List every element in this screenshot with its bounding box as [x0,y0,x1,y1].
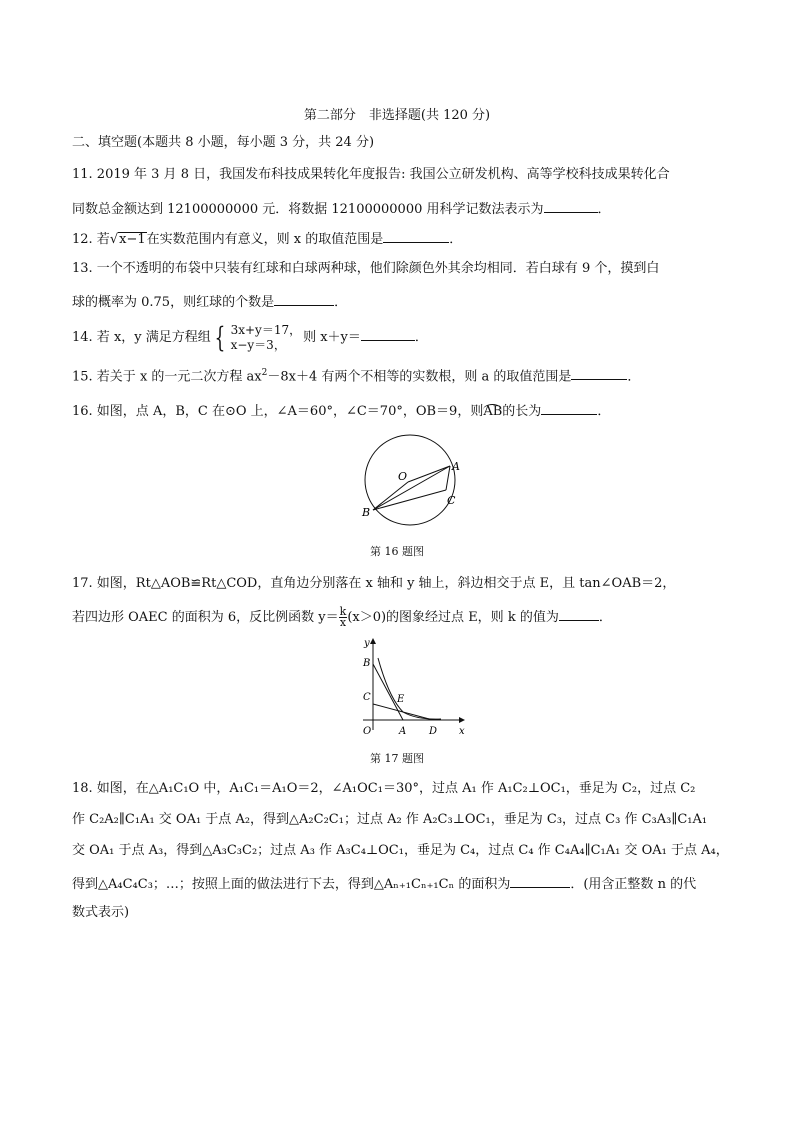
fraction-numerator: k [339,605,347,618]
sqrt-sign: √ [109,232,119,247]
label-c: C [447,494,456,507]
equation-system [231,323,302,353]
question-18-line-5: 数式表示) [72,905,130,920]
label-a: A [399,726,407,737]
segment-ob [373,482,408,510]
segment-bc [373,490,446,510]
part-title: 第二部分 非选择题(共 120 分) [303,108,491,123]
answer-blank-13[interactable] [274,291,334,306]
figure-17-caption: 第 17 题图 [370,752,424,765]
question-15-post: －8x＋4 有两个不相等的实数根，则 a 的取值范围是 [267,369,572,385]
question-11-text: 同数总金额达到 12100000000 元．将数据 12100000000 用科学记数法表示为 [72,202,544,217]
question-12-post: 在实数范围内有意义，则 x 的取值范围是 [146,232,384,247]
fraction [339,607,348,628]
question-14 [72,322,428,354]
y-axis-arrow [370,638,376,644]
label-y: y [364,638,370,649]
question-18-line-2: 作 C₂A₂∥C₁A₁ 交 OA₁ 于点 A₂，得到△A₂C₂C₁；过点 A₂ 作 A₂C₃⊥OC₁，垂足为 C₃，过点 C₃ 作 C₃A₃∥C₁A₁ [72,812,708,827]
section-heading: 二、填空题(本题共 8 小题，每小题 3 分，共 24 分) [72,135,375,150]
question-17-line-1: 17. 如图，Rt△AOB≌Rt△COD，直角边分别落在 x 轴和 y 轴上，斜边相交于点 E，且 tan∠OAB＝2， [72,576,676,591]
question-16-post: 的长为 [502,404,542,419]
question-15-end: ． [627,369,641,385]
fraction-denominator: x [339,616,347,629]
question-18-line-1: 18. 如图，在△A₁C₁O 中，A₁C₁＝A₁O＝2，∠A₁OC₁＝30°，过点 A₁ 作 A₁C₂⊥OC₁，垂足为 C₂，过点 C₂ [72,781,696,796]
question-12-pre: 12. 若 [72,232,110,247]
label-x: x [459,726,465,737]
label-e: E [397,694,405,705]
question-18-line-4 [72,873,696,894]
label-a: A [452,460,460,473]
question-15-pre: 15. 若关于 x 的一元二次方程 ax [72,369,262,385]
answer-blank-11[interactable] [544,198,598,213]
label-o: O [363,726,372,737]
question-17-pre: 若四边形 OAEC 的面积为 6，反比例函数 y＝ [72,610,339,625]
question-18-text: 得到△A₄C₄C₃；…；按照上面的做法进行下去，得到△Aₙ₊₁Cₙ₊₁Cₙ 的面积为 [72,877,511,892]
answer-blank-18[interactable] [510,873,570,888]
question-16-end: ． [597,404,611,419]
question-13-end: ． [334,295,348,310]
question-11-end: ． [597,202,611,217]
x-axis-arrow [459,717,465,723]
arc-label: AB [483,404,503,419]
question-15 [72,364,640,386]
label-b: B [362,506,371,519]
answer-blank-16[interactable] [541,400,597,415]
question-14-post: 则 x＋y＝ [303,330,361,345]
question-14-end: ． [414,330,428,345]
label-d: D [429,726,438,737]
question-17-line-2 [72,606,612,629]
equation-2: x−y＝3， [230,337,286,352]
segment-ba [373,466,450,510]
figure-17-coordinate-diagram [355,636,475,741]
equation-1: 3x+y＝17， [230,322,302,337]
circle-o [365,435,455,525]
question-11-line-2 [72,198,611,219]
question-17-end: ． [598,610,612,625]
segment-ac [446,466,450,490]
label-o: O [398,470,408,483]
label-c: C [363,692,371,703]
question-18-post: ．(用含正整数 n 的代 [570,877,697,892]
segment-oa [408,466,450,482]
question-17-post: (x＞0)的图象经过点 E，则 k 的值为 [347,610,559,625]
figure-16-caption: 第 16 题图 [370,545,424,558]
question-13-line-1: 13. 一个不透明的布袋中只装有红球和白球两种球，他们除颜色外其余均相同．若白球有 9 个，摸到白 [72,261,660,276]
segment-ab [373,664,403,720]
left-brace: { [214,320,226,354]
question-14-pre: 14. 若 x，y 满足方程组 [72,330,211,345]
question-11-line-1: 11. 2019 年 3 月 8 日，我国发布科技成果转化年度报告: 我国公立研发机构、高等学校科技成果转化合 [72,167,670,182]
label-b: B [363,658,371,669]
answer-blank-17[interactable] [559,606,599,621]
exponent: 2 [261,368,268,378]
answer-blank-14[interactable] [361,326,415,341]
hyperbola-curve [378,658,441,719]
question-16-text: 16. 如图，点 A，B，C 在⊙O 上，∠A＝60°，∠C＝70°，OB＝9，则 [72,404,484,419]
figure-16-circle-diagram [340,430,480,530]
question-13-line-2 [72,291,347,312]
answer-blank-12[interactable] [383,228,449,243]
question-16 [72,400,610,421]
question-12 [72,228,462,249]
question-12-end: ． [449,232,463,247]
question-13-text: 球的概率为 0.75，则红球的个数是 [72,295,275,310]
question-18-line-3: 交 OA₁ 于点 A₃，得到△A₃C₃C₂；过点 A₃ 作 A₃C₄⊥OC₁，垂足为 C₄，过点 C₄ 作 C₄A₄∥C₁A₁ 交 OA₁ 于点 A₄， [72,843,729,858]
radicand: x−1 [119,232,146,247]
answer-blank-15[interactable] [571,365,627,380]
